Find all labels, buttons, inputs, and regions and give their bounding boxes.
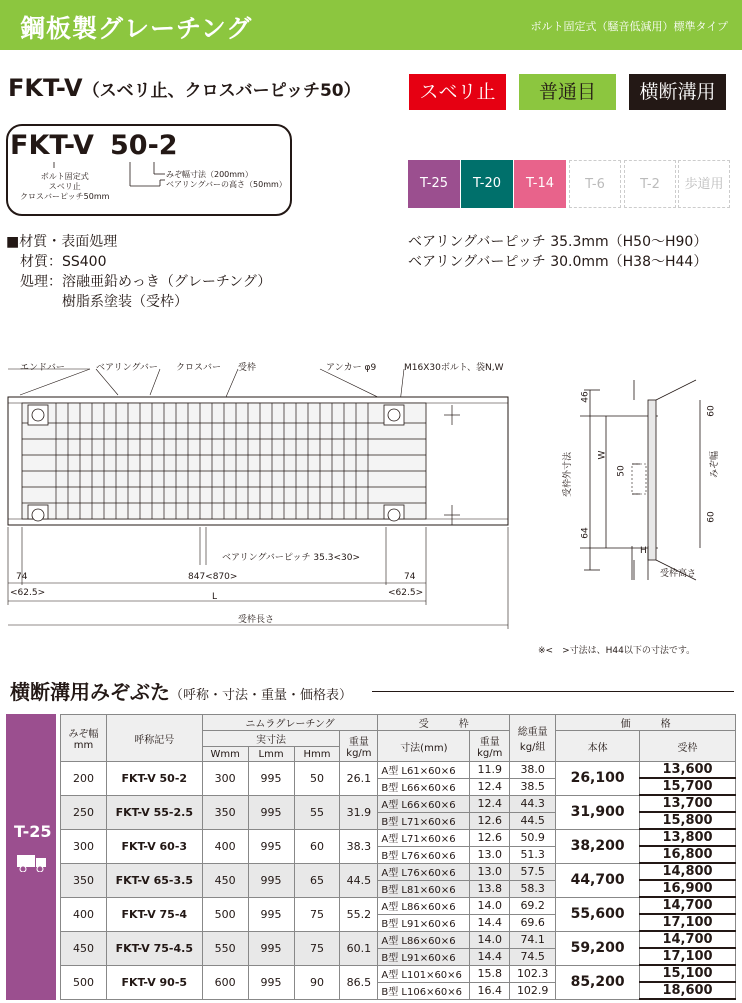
cell-H: 60	[294, 829, 340, 863]
cell-frame-weight: 11.9	[470, 762, 510, 779]
th-price: 価 格	[556, 715, 736, 731]
th-grating: ニムラグレーチング	[202, 715, 378, 731]
code-main: FKT-V	[10, 130, 94, 161]
cell-frame-weight: 13.8	[470, 880, 510, 897]
cell-frame-price: 13,600	[640, 762, 736, 779]
label-dim-W: W	[597, 450, 608, 460]
label-frame: 受枠	[238, 363, 257, 373]
cell-frame-weight: 12.4	[470, 778, 510, 795]
th-W: Wmm	[202, 747, 248, 762]
cell-frame-dim: B型 L81×60×6	[378, 880, 470, 897]
cell-H: 50	[294, 762, 340, 796]
cell-grating-weight: 60.1	[340, 931, 378, 965]
page-title: 鋼板製グレーチング	[20, 14, 253, 43]
cell-width: 200	[61, 762, 107, 796]
cell-frame-dim: A型 L101×60×6	[378, 965, 470, 982]
cell-body-price: 26,100	[556, 762, 640, 796]
cell-frame-dim: A型 L71×60×6	[378, 829, 470, 846]
table-row	[61, 795, 736, 812]
cell-total-weight: 38.0	[510, 762, 556, 779]
cell-grating-weight: 38.3	[340, 829, 378, 863]
label-bolt: M16X30ボルト、袋N,W	[404, 363, 504, 373]
th-body: 本体	[556, 731, 640, 762]
label-dim-60-top: 60	[706, 405, 717, 417]
cell-W: 300	[202, 762, 248, 796]
label-frame-length: 受枠長さ	[238, 615, 275, 625]
cell-W: 350	[202, 795, 248, 829]
code-note-line: クロスバーピッチ50mm	[20, 192, 110, 201]
cell-frame-price: 13,800	[640, 829, 736, 846]
cell-W: 500	[202, 897, 248, 931]
cell-code: FKT-V 90-5	[106, 965, 202, 999]
load-badge-t6: T-6	[569, 160, 621, 208]
table-row	[61, 965, 736, 982]
label-ditch-width: みぞ幅	[710, 450, 721, 479]
th-L: Lmm	[248, 747, 294, 762]
cell-code: FKT-V 50-2	[106, 762, 202, 796]
load-badge-t20: T-20	[461, 160, 513, 208]
cell-width: 500	[61, 965, 107, 999]
cell-total-weight: 44.5	[510, 812, 556, 829]
label-frame-height: 受枠高さ	[660, 569, 697, 579]
th-H: Hmm	[294, 747, 340, 762]
cell-total-weight: 51.3	[510, 846, 556, 863]
load-badge-t25: T-25	[408, 160, 460, 208]
cell-total-weight: 69.2	[510, 897, 556, 914]
cell-frame-weight: 14.4	[470, 914, 510, 931]
spec-heading: ■材質・表面処理	[6, 234, 118, 250]
cell-frame-price: 14,700	[640, 931, 736, 948]
cell-width: 300	[61, 829, 107, 863]
code-note-line: スベリ止	[48, 182, 81, 191]
cell-frame-dim: A型 L86×60×6	[378, 897, 470, 914]
cell-body-price: 31,900	[556, 795, 640, 829]
page-header	[0, 0, 742, 50]
cell-frame-price: 14,700	[640, 897, 736, 914]
cell-frame-weight: 14.0	[470, 931, 510, 948]
cell-frame-price: 15,100	[640, 965, 736, 982]
cell-total-weight: 102.9	[510, 982, 556, 999]
cell-code: FKT-V 75-4	[106, 897, 202, 931]
table-row	[61, 762, 736, 779]
cell-code: FKT-V 75-4.5	[106, 931, 202, 965]
spec-treatment-frame: 樹脂系塗装（受枠）	[62, 294, 188, 310]
cell-frame-weight: 12.6	[470, 829, 510, 846]
cell-body-price: 59,200	[556, 931, 640, 965]
spec-material: 材質：SS400	[20, 254, 107, 270]
cell-total-weight: 38.5	[510, 778, 556, 795]
label-frame-outer: 受枠外寸法	[563, 451, 574, 498]
cell-frame-price: 17,100	[640, 948, 736, 965]
code-note-line: ボルト固定式	[40, 172, 89, 181]
cell-frame-dim: B型 L106×60×6	[378, 982, 470, 999]
pitch-line-1: ベアリングバーピッチ 35.3mm（H50～H90）	[408, 234, 708, 250]
cell-frame-dim: A型 L61×60×6	[378, 762, 470, 779]
load-side-label: T-25	[14, 822, 52, 841]
cell-L: 995	[248, 762, 294, 796]
cell-frame-weight: 14.0	[470, 897, 510, 914]
cell-frame-weight: 13.0	[470, 846, 510, 863]
cell-frame-price: 16,800	[640, 846, 736, 863]
cell-frame-weight: 15.8	[470, 965, 510, 982]
code-note-right	[166, 170, 287, 190]
th-total: 総重量 kg/組	[510, 715, 556, 762]
section-subtitle: （呼称・寸法・重量・価格表）	[170, 688, 353, 703]
label-dim-60-bottom: 60	[706, 511, 717, 523]
cell-total-weight: 74.5	[510, 948, 556, 965]
load-badge-t2: T-2	[624, 160, 676, 208]
cell-total-weight: 74.1	[510, 931, 556, 948]
label-dim-847: 847<870>	[188, 572, 238, 582]
cell-frame-dim: A型 L66×60×6	[378, 795, 470, 812]
cell-L: 995	[248, 795, 294, 829]
th-code: 呼称記号	[106, 715, 202, 762]
cell-width: 450	[61, 931, 107, 965]
cell-W: 600	[202, 965, 248, 999]
cell-frame-dim: B型 L66×60×6	[378, 778, 470, 795]
cell-code: FKT-V 60-3	[106, 829, 202, 863]
cell-body-price: 85,200	[556, 965, 640, 999]
tag-cross-ditch: 横断溝用	[629, 74, 726, 110]
cell-frame-dim: B型 L76×60×6	[378, 846, 470, 863]
cell-grating-weight: 31.9	[340, 795, 378, 829]
cell-L: 995	[248, 863, 294, 897]
cell-width: 350	[61, 863, 107, 897]
cell-total-weight: 102.3	[510, 965, 556, 982]
cell-L: 995	[248, 965, 294, 999]
cell-frame-weight: 14.4	[470, 948, 510, 965]
model-name: FKT-V	[8, 74, 83, 102]
label-end-bar: エンドバー	[20, 363, 65, 373]
tag-anti-slip: スベリ止	[409, 74, 506, 110]
cell-code: FKT-V 55-2.5	[106, 795, 202, 829]
label-cross-bar: クロスバー	[176, 363, 222, 373]
cell-body-price: 55,600	[556, 897, 640, 931]
cell-frame-price: 17,100	[640, 914, 736, 931]
table-row	[61, 897, 736, 914]
label-dim-625-left: <62.5>	[10, 588, 46, 598]
code-note-line: ベアリングバーの高さ（50mm）	[166, 180, 287, 189]
cell-L: 995	[248, 897, 294, 931]
cell-H: 90	[294, 965, 340, 999]
th-frame-dim: 寸法(mm)	[378, 731, 470, 762]
cell-body-price: 38,200	[556, 829, 640, 863]
cell-total-weight: 58.3	[510, 880, 556, 897]
th-frame: 受 枠	[378, 715, 510, 731]
th-frame-weight: 重量 kg/m	[470, 731, 510, 762]
th-actual: 実寸法	[202, 731, 340, 747]
cell-body-price: 44,700	[556, 863, 640, 897]
cell-grating-weight: 26.1	[340, 762, 378, 796]
cell-frame-price: 15,800	[640, 812, 736, 829]
th-weight: 重量 kg/m	[340, 731, 378, 762]
cell-grating-weight: 44.5	[340, 863, 378, 897]
load-badge-t14: T-14	[514, 160, 566, 208]
plan-drawing	[0, 345, 540, 635]
cell-total-weight: 69.6	[510, 914, 556, 931]
price-table	[60, 714, 736, 1000]
section-title	[10, 676, 352, 705]
cell-frame-dim: A型 L86×60×6	[378, 931, 470, 948]
code-number: 50-2	[110, 130, 178, 161]
cell-frame-weight: 12.6	[470, 812, 510, 829]
cell-frame-weight: 13.0	[470, 863, 510, 880]
label-dim-64: 64	[580, 527, 591, 539]
cell-W: 450	[202, 863, 248, 897]
cell-frame-dim: B型 L71×60×6	[378, 812, 470, 829]
label-bb-pitch: ベアリングバーピッチ 35.3<30>	[222, 553, 360, 563]
cell-L: 995	[248, 829, 294, 863]
code-note-line: みぞ幅寸法（200mm）	[166, 170, 253, 179]
th-frame-price: 受枠	[640, 731, 736, 762]
dimension-note: ※< >寸法は、H44以下の寸法です。	[538, 646, 696, 656]
section-divider	[372, 691, 734, 692]
cell-total-weight: 44.3	[510, 795, 556, 812]
model-title	[8, 74, 361, 102]
label-dim-L: L	[212, 592, 218, 602]
cell-total-weight: 50.9	[510, 829, 556, 846]
label-anchor: アンカー φ9	[326, 363, 377, 373]
cell-H: 65	[294, 863, 340, 897]
cell-grating-weight: 55.2	[340, 897, 378, 931]
cell-frame-weight: 12.4	[470, 795, 510, 812]
cell-frame-price: 18,600	[640, 982, 736, 999]
cell-width: 400	[61, 897, 107, 931]
pitch-line-2: ベアリングバーピッチ 30.0mm（H38～H44）	[408, 254, 708, 270]
cell-grating-weight: 86.5	[340, 965, 378, 999]
cell-frame-price: 14,800	[640, 863, 736, 880]
label-bearing-bar: ベアリングバー	[96, 363, 158, 373]
code-note-left	[20, 172, 109, 202]
cell-W: 400	[202, 829, 248, 863]
label-dim-74-left: 74	[16, 572, 28, 582]
section-title-text: 横断溝用みぞぶた	[10, 680, 170, 704]
spec-treatment: 処理：溶融亜鉛めっき（グレーチング）	[20, 274, 272, 290]
cell-frame-price: 13,700	[640, 795, 736, 812]
tag-normal-mesh: 普通目	[519, 74, 616, 110]
th-width: みぞ幅 mm	[61, 715, 107, 762]
page-subtitle: ボルト固定式（騒音低減用）標準タイプ	[530, 20, 728, 33]
truck-icon	[16, 852, 48, 872]
cell-H: 75	[294, 897, 340, 931]
cell-frame-price: 15,700	[640, 778, 736, 795]
load-badge-sidewalk: 歩道用	[678, 160, 730, 208]
cell-H: 55	[294, 795, 340, 829]
cell-frame-price: 16,900	[640, 880, 736, 897]
label-dim-H: H	[640, 546, 647, 556]
label-dim-46: 46	[580, 391, 591, 403]
cell-frame-weight: 16.4	[470, 982, 510, 999]
cell-total-weight: 57.5	[510, 863, 556, 880]
cell-code: FKT-V 65-3.5	[106, 863, 202, 897]
table-row	[61, 931, 736, 948]
model-description: （スベリ止、クロスバーピッチ50）	[82, 81, 361, 101]
label-dim-50: 50	[616, 465, 627, 477]
cell-frame-dim: A型 L76×60×6	[378, 863, 470, 880]
cell-frame-dim: B型 L91×60×6	[378, 914, 470, 931]
table-row	[61, 829, 736, 846]
cell-W: 550	[202, 931, 248, 965]
cell-width: 250	[61, 795, 107, 829]
cell-L: 995	[248, 931, 294, 965]
label-dim-74-right: 74	[404, 572, 416, 582]
label-dim-625-right: <62.5>	[388, 588, 424, 598]
cell-H: 75	[294, 931, 340, 965]
table-row	[61, 863, 736, 880]
cell-frame-dim: B型 L91×60×6	[378, 948, 470, 965]
